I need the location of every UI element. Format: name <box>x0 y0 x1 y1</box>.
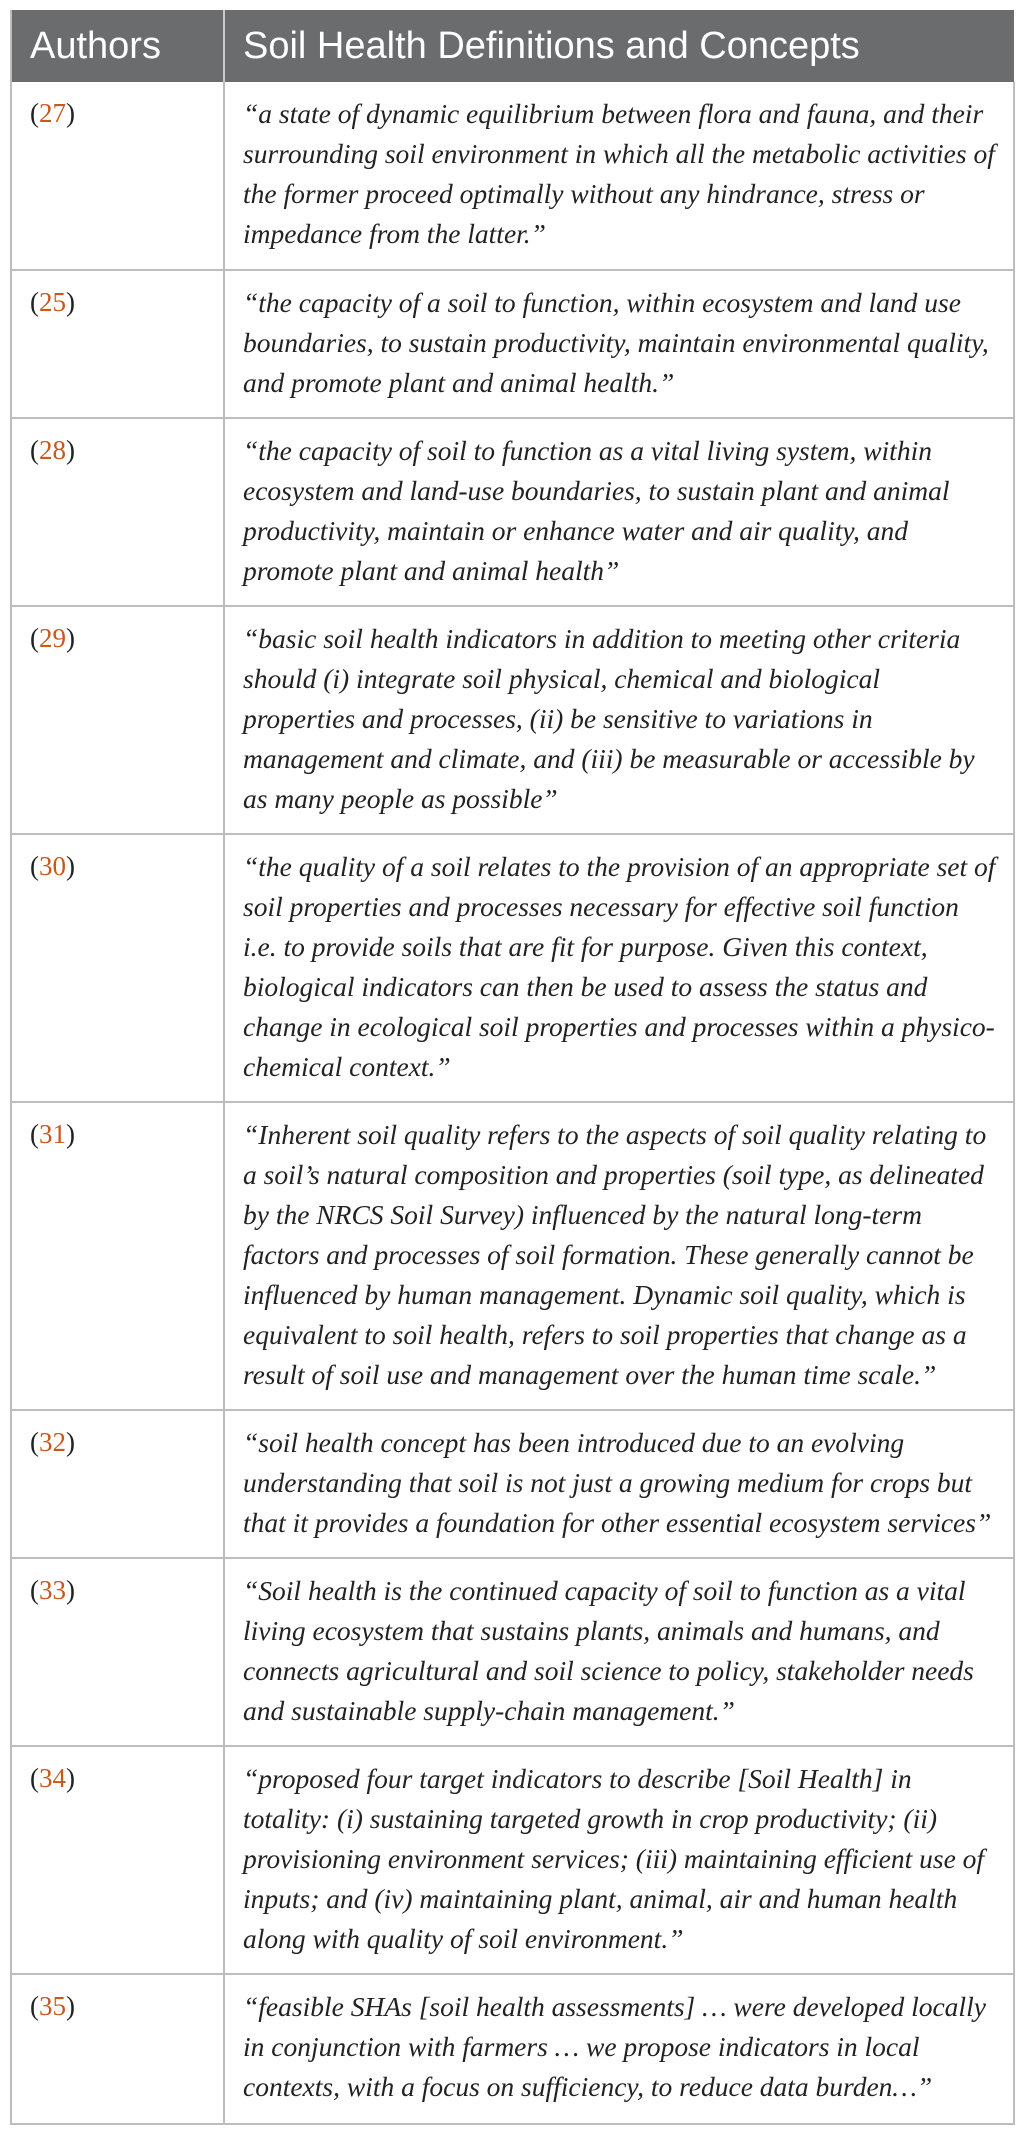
author-ref: (34) <box>30 1763 75 1793</box>
citation-link[interactable]: 28 <box>39 435 66 465</box>
author-cell <box>11 1558 224 1746</box>
definition-cell <box>224 834 1014 1102</box>
definition-cell <box>224 270 1014 418</box>
definition-cell <box>224 1746 1014 1974</box>
definition-text: “soil health concept has been introduced due to an evolving understanding that soil is not just a growing medium for crops but that it provides a foundation for other essential ecosystem services” <box>243 1427 992 1538</box>
definition-text: “basic soil health indicators in addition to meeting other criteria should (i) integrate soil physical, chemical and biological properties and processes, (ii) be sensitive to variations in management and climate, and (iii) be measurable or accessible by as many people as possible” <box>243 623 975 814</box>
author-cell <box>11 1974 224 2124</box>
author-cell <box>11 606 224 834</box>
definition-text: “the capacity of a soil to function, within ecosystem and land use boundaries, to sustain productivity, maintain environmental quality, and promote plant and animal health.” <box>243 287 989 398</box>
definition-text: “the quality of a soil relates to the provision of an appropriate set of soil properties and processes necessary for effective soil function i.e. to provide soils that are fit for purpose. Given this context, biological indicators can then be used to assess the status and change in ecological soil properties and processes within a physico-chemical context.” <box>243 851 996 1082</box>
table-row <box>11 270 1014 418</box>
author-ref: (25) <box>30 287 75 317</box>
author-cell <box>11 418 224 606</box>
citation-link[interactable]: 25 <box>39 287 66 317</box>
definition-cell <box>224 606 1014 834</box>
table-row <box>11 834 1014 1102</box>
table-header-row <box>11 10 1014 82</box>
author-cell <box>11 1410 224 1558</box>
table-row <box>11 606 1014 834</box>
definition-cell <box>224 1974 1014 2124</box>
definition-cell <box>224 82 1014 270</box>
definition-text: “the capacity of soil to function as a vital living system, within ecosystem and land-use boundaries, to sustain plant and animal productivity, maintain or enhance water and air quality, and promote plant and animal health” <box>243 435 950 586</box>
table-row <box>11 1558 1014 1746</box>
definition-text: “proposed four target indicators to describe [Soil Health] in totality: (i) sustaining targeted growth in crop productivity; (ii) provisioning environment services; (iii) maintaining efficient use of inputs; and (iv) maintaining plant, animal, air and human health along with quality of soil environment.” <box>243 1763 985 1954</box>
definition-cell <box>224 418 1014 606</box>
citation-link[interactable]: 27 <box>39 98 66 128</box>
citation-link[interactable]: 34 <box>39 1763 66 1793</box>
author-ref: (30) <box>30 851 75 881</box>
author-ref: (29) <box>30 623 75 653</box>
author-cell <box>11 1746 224 1974</box>
definition-cell <box>224 1558 1014 1746</box>
author-ref: (32) <box>30 1427 75 1457</box>
soil-health-definitions-table <box>10 10 1015 2125</box>
author-cell <box>11 270 224 418</box>
header-definitions: Soil Health Definitions and Concepts <box>224 10 1014 82</box>
table-row <box>11 1974 1014 2124</box>
citation-link[interactable]: 32 <box>39 1427 66 1457</box>
header-authors: Authors <box>11 10 224 82</box>
definition-cell <box>224 1102 1014 1410</box>
author-ref: (35) <box>30 1991 75 2021</box>
citation-link[interactable]: 35 <box>39 1991 66 2021</box>
author-ref: (31) <box>30 1119 75 1149</box>
citation-link[interactable]: 30 <box>39 851 66 881</box>
author-ref: (33) <box>30 1575 75 1605</box>
table-row <box>11 418 1014 606</box>
definition-text: “Inherent soil quality refers to the aspects of soil quality relating to a soil’s natural composition and properties (soil type, as delineated by the NRCS Soil Survey) influenced by the natural long-term factors and processes of soil formation. These generally cannot be influenced by human management. Dynamic soil quality, which is equivalent to soil health, refers to soil properties that change as a result of soil use and management over the human time scale.” <box>243 1119 987 1390</box>
author-ref: (27) <box>30 98 75 128</box>
author-cell <box>11 82 224 270</box>
table-row <box>11 82 1014 270</box>
table-row <box>11 1746 1014 1974</box>
table-row <box>11 1410 1014 1558</box>
citation-link[interactable]: 29 <box>39 623 66 653</box>
citation-link[interactable]: 33 <box>39 1575 66 1605</box>
definition-text: “a state of dynamic equilibrium between flora and fauna, and their surrounding soil environment in which all the metabolic activities of the former proceed optimally without any hindrance, stress or impedance from the latter.” <box>243 98 995 249</box>
table-row <box>11 1102 1014 1410</box>
author-ref: (28) <box>30 435 75 465</box>
author-cell <box>11 834 224 1102</box>
author-cell <box>11 1102 224 1410</box>
definition-cell <box>224 1410 1014 1558</box>
definition-text: “Soil health is the continued capacity of soil to function as a vital living ecosystem that sustains plants, animals and humans, and connects agricultural and soil science to policy, stakeholder needs and sustainable supply-chain management.” <box>243 1575 974 1726</box>
citation-link[interactable]: 31 <box>39 1119 66 1149</box>
definition-text: “feasible SHAs [soil health assessments] … were developed locally in conjunction with farmers … we propose indicators in local contexts, with a focus on sufficiency, to reduce data burden…” <box>243 1991 986 2102</box>
